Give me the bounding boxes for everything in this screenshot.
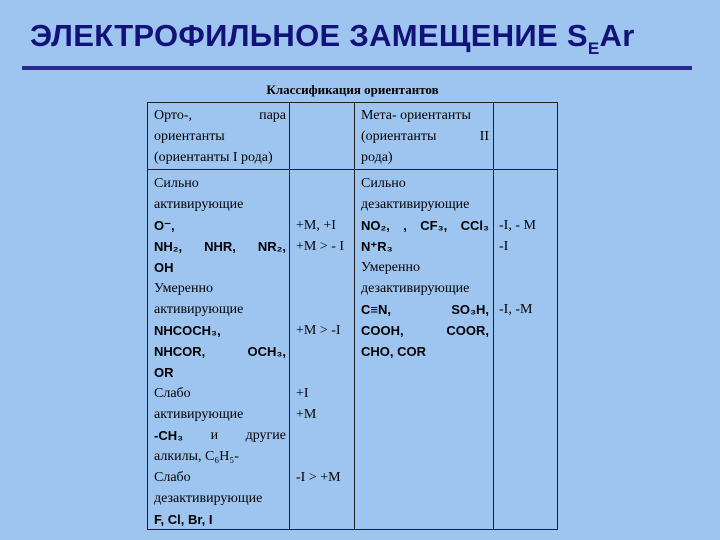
left-strong-group-o: O⁻,	[154, 218, 175, 233]
header-right-line3: рода)	[361, 150, 393, 165]
left-group-och3: OCH₃,	[247, 344, 286, 359]
left-group-ch3: -CH₃	[154, 428, 184, 443]
left-moderate-title-2: активирующие	[154, 302, 244, 317]
header-divider	[148, 169, 557, 170]
divider-col-1	[289, 103, 290, 529]
right-group-so3h: SO₃H,	[451, 302, 489, 317]
header-left-line3: (ориентанты I рода)	[154, 150, 273, 165]
right-group-coor: COOR,	[446, 323, 489, 338]
header-left-ortho: Орто-,	[154, 108, 193, 123]
right-strong-title-1: Сильно	[361, 176, 406, 191]
slide-title-main: ЭЛЕКТРОФИЛЬНОЕ ЗАМЕЩЕНИЕ S	[30, 18, 588, 53]
header-right-type: (ориентанты	[361, 129, 437, 144]
left-group-nhr: NHR,	[204, 239, 236, 254]
left-moderate-effect: +M > -I	[296, 323, 341, 338]
orientant-table	[147, 80, 558, 530]
slide-title-subscript: E	[587, 39, 600, 58]
right-moderate-title-2: дезактивирующие	[361, 281, 470, 296]
left-deact-title-2: дезактивирующие	[154, 491, 263, 506]
left-strong-title-1: Сильно	[154, 176, 199, 191]
left-weak-and: и	[210, 428, 219, 443]
right-group-no2: NO₂,	[361, 218, 390, 233]
left-moderate-group-nhcoch3: NHCOCH₃,	[154, 323, 221, 338]
slide-title	[30, 18, 635, 58]
header-left-para: пара	[259, 108, 286, 123]
right-moderate-effect: -I, -M	[499, 302, 533, 317]
right-group-cho-cor: CHO, COR	[361, 344, 426, 359]
right-group-nr3: N⁺R₃	[361, 239, 393, 254]
left-weak-title-2: активирующие	[154, 407, 244, 422]
right-moderate-group-row-2	[361, 320, 489, 341]
right-group-cf3: CF₃,	[420, 218, 448, 233]
right-strong-effect-2: -I	[499, 239, 509, 254]
left-strong-effect-2: +M > - I	[296, 239, 345, 254]
slide-title-suffix: Ar	[599, 18, 635, 53]
right-group-comma: ,	[403, 218, 407, 233]
left-group-nhcor: NHCOR,	[154, 344, 206, 359]
right-strong-title-2: дезактивирующие	[361, 197, 470, 212]
right-group-cn: C≡N,	[361, 302, 391, 317]
header-right-roman: II	[479, 129, 489, 144]
table-grid	[147, 102, 558, 530]
right-group-cooh: COOH,	[361, 323, 404, 338]
divider-col-3	[493, 103, 494, 529]
right-moderate-group-row-1	[361, 299, 489, 320]
left-strong-group-oh: OH	[154, 260, 174, 275]
right-moderate-title-1: Умеренно	[361, 260, 420, 275]
left-group-nr2: NR₂,	[257, 239, 286, 254]
left-strong-title-2: активирующие	[154, 197, 244, 212]
divider-col-2	[354, 103, 355, 529]
title-underline	[22, 66, 692, 70]
left-weak-effect-2: +M	[296, 407, 317, 422]
left-moderate-group-row	[154, 341, 286, 362]
right-strong-group-row	[361, 215, 489, 236]
left-weak-title-1: Слабо	[154, 386, 191, 401]
left-weak-others: другие	[245, 428, 286, 443]
left-strong-group-nh	[154, 236, 286, 257]
left-weak-alkyls: алкилы, C₆H₅-	[154, 449, 239, 464]
header-left-line1	[154, 105, 286, 126]
header-right-line1: Мета- ориентанты	[361, 108, 471, 123]
header-right-line2	[361, 126, 489, 147]
left-moderate-group-or: OR	[154, 365, 174, 380]
left-deact-title-1: Слабо	[154, 470, 191, 485]
header-left-line2: ориентанты	[154, 129, 225, 144]
left-deact-halogens: F, Cl, Br, I	[154, 512, 213, 527]
left-moderate-title-1: Умеренно	[154, 281, 213, 296]
left-deact-effect: -I > +M	[296, 470, 341, 485]
left-group-nh2: NH₂,	[154, 239, 183, 254]
left-weak-group-row	[154, 425, 286, 446]
table-caption: Классификация ориентантов	[266, 82, 439, 97]
right-strong-effect-1: -I, - M	[499, 218, 536, 233]
right-group-ccl3: CCl₃	[460, 218, 489, 233]
left-strong-effect-1: +M, +I	[296, 218, 336, 233]
left-weak-effect-1: +I	[296, 386, 309, 401]
